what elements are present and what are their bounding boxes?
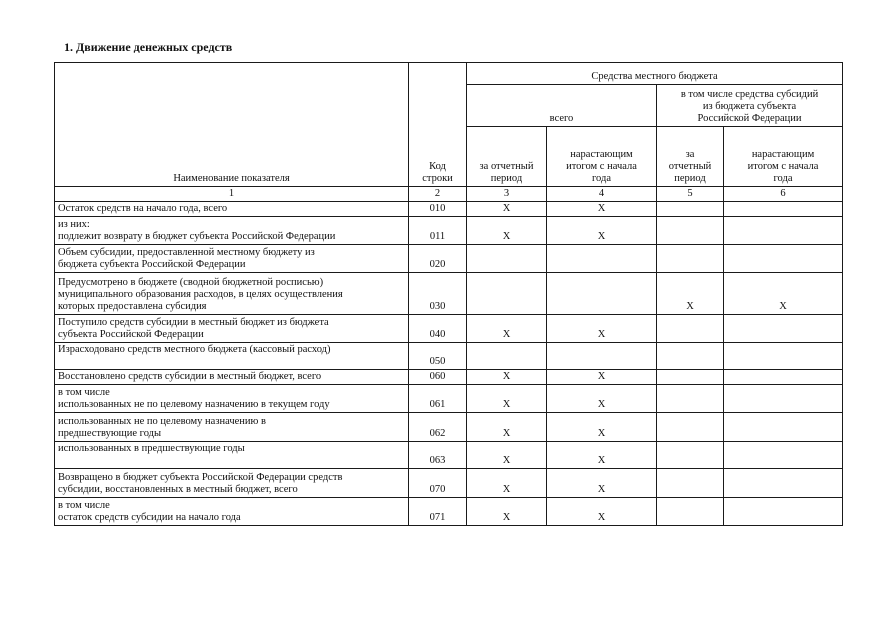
table-row — [55, 217, 843, 245]
indicator-name-line: из них: — [58, 219, 90, 230]
indicator-name-line: муниципального образования расходов, в целях осуществления — [58, 289, 343, 300]
cell-col3 — [467, 273, 547, 315]
indicator-name-line: которых предоставлена субсидия — [58, 301, 207, 312]
indicator-name-line — [58, 356, 405, 368]
column-number: 2 — [409, 187, 467, 202]
header-col6-line: года — [773, 173, 793, 184]
cell-col5 — [657, 370, 724, 385]
header-col5-line: за — [685, 149, 695, 160]
indicator-name-line: Предусмотрено в бюджете (сводной бюджетной росписью) — [58, 277, 324, 288]
indicator-name-line: Восстановлено средств субсидии в местный бюджет, всего — [58, 371, 322, 382]
cell-col6 — [724, 245, 843, 273]
indicator-name-line: в том числе — [58, 500, 110, 511]
row-code: 030 — [409, 273, 467, 315]
cell-col5 — [657, 385, 724, 413]
table-row — [55, 498, 843, 526]
row-code: 061 — [409, 385, 467, 413]
header-col3 — [467, 127, 547, 187]
cell-col3: X — [467, 202, 547, 217]
row-code: 071 — [409, 498, 467, 526]
table-body — [55, 202, 843, 526]
header-local-budget: Средства местного бюджета — [467, 63, 843, 85]
indicator-name — [55, 370, 409, 385]
table-row — [55, 370, 843, 385]
table-row — [55, 202, 843, 217]
row-code: 070 — [409, 469, 467, 498]
cell-col6 — [724, 217, 843, 245]
indicator-name-line: Израсходовано средств местного бюджета (кассовый расход) — [58, 344, 331, 355]
cell-col4: X — [547, 370, 657, 385]
indicator-name-line: Объем субсидии, предоставленной местному бюджету из — [58, 247, 315, 258]
indicator-name-line — [58, 455, 405, 467]
cell-col3 — [467, 245, 547, 273]
indicator-name — [55, 202, 409, 217]
indicator-name — [55, 469, 409, 498]
indicator-name — [55, 273, 409, 315]
cell-col6 — [724, 469, 843, 498]
header-col3-line: за отчетный — [479, 161, 534, 172]
cell-col4 — [547, 273, 657, 315]
header-col6 — [724, 127, 843, 187]
indicator-name-line: предшествующие годы — [58, 428, 162, 439]
table-row — [55, 469, 843, 498]
cell-col4: X — [547, 442, 657, 469]
cash-flow-table — [54, 62, 843, 526]
indicator-name — [55, 385, 409, 413]
header-including-subsidies — [657, 85, 843, 127]
indicator-name — [55, 245, 409, 273]
indicator-name-line: использованных в предшествующие годы — [58, 443, 245, 454]
table-row — [55, 442, 843, 469]
table-row — [55, 385, 843, 413]
cell-col5 — [657, 343, 724, 370]
cell-col5 — [657, 413, 724, 442]
cell-col4: X — [547, 498, 657, 526]
cell-col4: X — [547, 315, 657, 343]
table-row — [55, 343, 843, 370]
cell-col3: X — [467, 370, 547, 385]
row-code: 062 — [409, 413, 467, 442]
table-row — [55, 245, 843, 273]
section-title: 1. Движение денежных средств — [64, 40, 233, 54]
table-row — [55, 413, 843, 442]
indicator-name — [55, 217, 409, 245]
row-code: 050 — [409, 343, 467, 370]
cell-col5 — [657, 442, 724, 469]
cell-col5 — [657, 498, 724, 526]
row-code: 011 — [409, 217, 467, 245]
header-code-line: Код — [429, 161, 446, 172]
cell-col5 — [657, 245, 724, 273]
cell-col5 — [657, 469, 724, 498]
indicator-name-line: Остаток средств на начало года, всего — [58, 203, 228, 214]
cell-col4: X — [547, 469, 657, 498]
cell-col3: X — [467, 385, 547, 413]
indicator-name-line: Возвращено в бюджет субъекта Российской Федерации средств — [58, 472, 343, 483]
header-col4-line: года — [592, 173, 611, 184]
cell-col3: X — [467, 469, 547, 498]
cell-col5 — [657, 202, 724, 217]
indicator-name-line: субсидии, восстановленных в местный бюджет, всего — [58, 484, 298, 495]
cell-col5 — [657, 315, 724, 343]
column-number-row — [55, 187, 843, 202]
header-indicator-name: Наименование показателя — [55, 63, 409, 187]
cell-col3: X — [467, 442, 547, 469]
cell-col4: X — [547, 385, 657, 413]
row-code: 063 — [409, 442, 467, 469]
column-number: 6 — [724, 187, 843, 202]
cell-col4: X — [547, 202, 657, 217]
cell-col3: X — [467, 413, 547, 442]
cell-col4: X — [547, 217, 657, 245]
header-incl-line: из бюджета субъекта — [702, 101, 797, 112]
indicator-name-line: Поступило средств субсидии в местный бюджет из бюджета — [58, 317, 329, 328]
indicator-name-line: использованных не по целевому назначению в текущем году — [58, 399, 330, 410]
indicator-name-line: бюджета субъекта Российской Федерации — [58, 259, 246, 270]
row-code: 060 — [409, 370, 467, 385]
header-total: всего — [467, 85, 657, 127]
column-number: 5 — [657, 187, 724, 202]
cell-col6 — [724, 498, 843, 526]
header-col6-line: итогом с начала — [747, 161, 819, 172]
indicator-name-line: остаток средств субсидии на начало года — [58, 512, 241, 523]
header-col6-line: нарастающим — [751, 149, 815, 160]
indicator-name-line: подлежит возврату в бюджет субъекта Российской Федерации — [58, 231, 336, 242]
cell-col6 — [724, 343, 843, 370]
header-row-code — [409, 63, 467, 187]
cell-col6: X — [724, 273, 843, 315]
row-code: 020 — [409, 245, 467, 273]
cell-col6 — [724, 442, 843, 469]
indicator-name — [55, 442, 409, 469]
header-col5-line: период — [674, 173, 706, 184]
header-col4 — [547, 127, 657, 187]
header-col5 — [657, 127, 724, 187]
column-number: 4 — [547, 187, 657, 202]
cell-col6 — [724, 370, 843, 385]
header-code-line: строки — [422, 173, 453, 184]
cell-col3: X — [467, 498, 547, 526]
indicator-name-line: субъекта Российской Федерации — [58, 329, 204, 340]
cell-col4: X — [547, 413, 657, 442]
cell-col3: X — [467, 217, 547, 245]
cell-col6 — [724, 202, 843, 217]
indicator-name — [55, 413, 409, 442]
cell-col5: X — [657, 273, 724, 315]
indicator-name-line: использованных не по целевому назначению в — [58, 416, 266, 427]
indicator-name — [55, 343, 409, 370]
indicator-name-line: в том числе — [58, 387, 110, 398]
cell-col6 — [724, 413, 843, 442]
column-number: 1 — [55, 187, 409, 202]
header-col4-line: итогом с начала — [566, 161, 637, 172]
cell-col3 — [467, 343, 547, 370]
cell-col5 — [657, 217, 724, 245]
cell-col4 — [547, 245, 657, 273]
cell-col6 — [724, 315, 843, 343]
header-col3-line: период — [490, 173, 523, 184]
header-col5-line: отчетный — [668, 161, 712, 172]
header-incl-line: в том числе средства субсидий — [680, 89, 819, 100]
indicator-name — [55, 315, 409, 343]
header-incl-line: Российской Федерации — [697, 113, 802, 124]
column-number: 3 — [467, 187, 547, 202]
cell-col4 — [547, 343, 657, 370]
table-row — [55, 273, 843, 315]
cell-col3: X — [467, 315, 547, 343]
header-col4-line: нарастающим — [570, 149, 633, 160]
row-code: 010 — [409, 202, 467, 217]
indicator-name — [55, 498, 409, 526]
table-row — [55, 315, 843, 343]
row-code: 040 — [409, 315, 467, 343]
cell-col6 — [724, 385, 843, 413]
